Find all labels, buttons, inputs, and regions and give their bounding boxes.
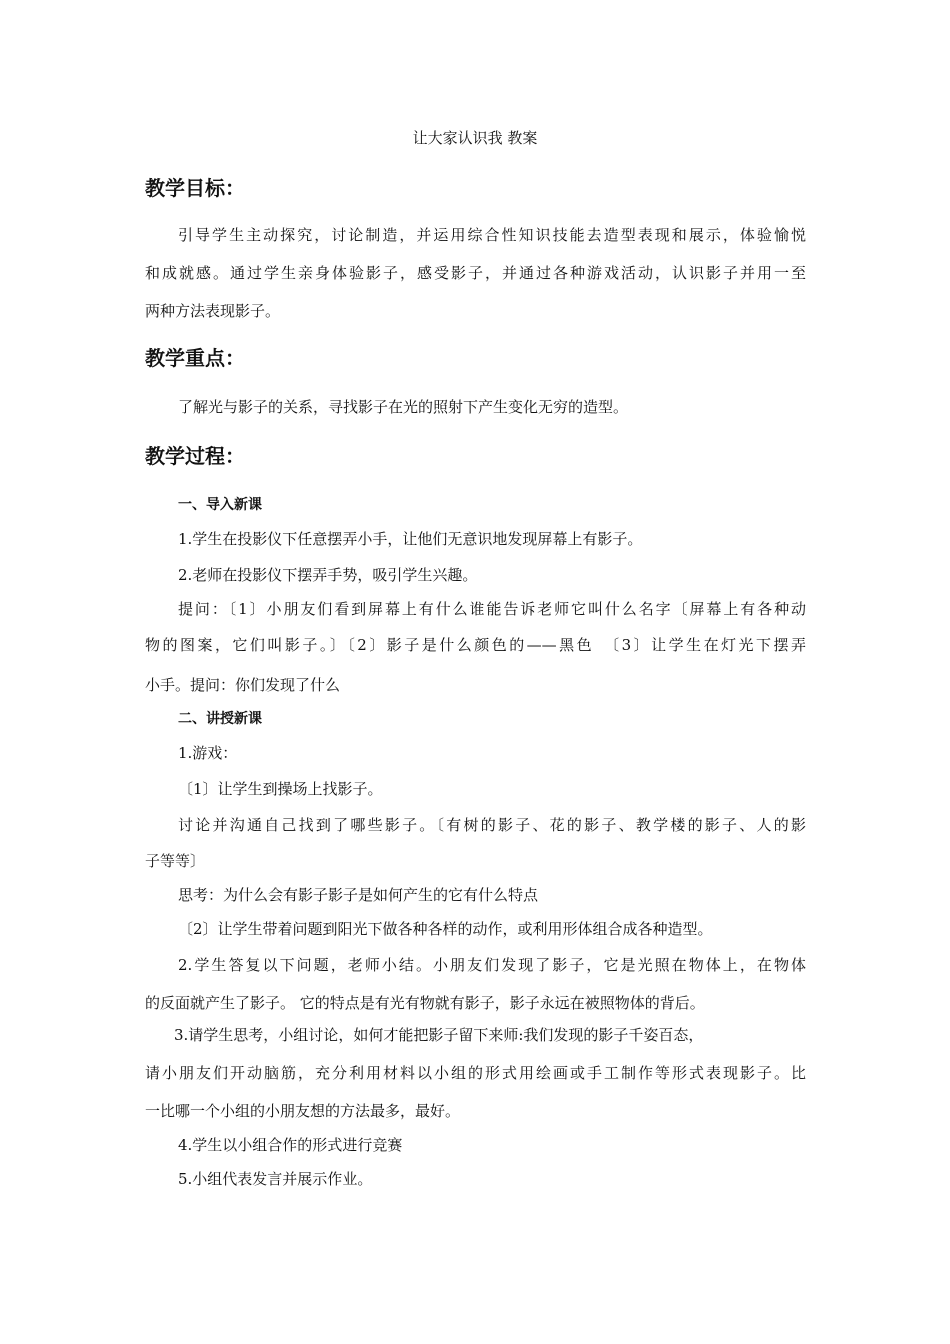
objectives-line-3: 两种方法表现影子。 (145, 302, 281, 320)
objectives-line-2: 和成就感。通过学生亲身体验影子，感受影子，并通过各种游戏活动，认识影子并用一至 (145, 264, 806, 282)
teaching-line-8: 的反面就产生了影子。 它的特点是有光有物就有影子，影子永远在被照物体的背后。 (145, 994, 705, 1012)
subheading-intro: 一、导入新课 (178, 497, 262, 513)
objectives-line-1: 引导学生主动探究，讨论制造，并运用综合性知识技能去造型表现和展示，体验愉悦 (178, 226, 806, 244)
heading-focus: 教学重点： (145, 346, 245, 370)
teaching-line-1: 1.游戏： (178, 744, 238, 762)
teaching-line-10: 请小朋友们开动脑筋，充分利用材料以小组的形式用绘画或手工制作等形式表现影子。比 (145, 1064, 806, 1082)
teaching-line-11: 一比哪一个小组的小朋友想的方法最多，最好。 (145, 1102, 461, 1120)
teaching-line-7: 2.学生答复以下问题，老师小结。小朋友们发现了影子，它是光照在物体上，在物体 (178, 956, 806, 974)
intro-line-3: 提问：〔1〕小朋友们看到屏幕上有什么谁能告诉老师它叫什么名字〔屏幕上有各种动 (178, 600, 806, 618)
subheading-teaching: 二、讲授新课 (178, 711, 262, 727)
intro-line-5: 小手。提问：你们发现了什么 (145, 676, 341, 694)
intro-line-4: 物的图案，它们叫影子。〕〔2〕影子是什么颜色的——黑色 〔3〕让学生在灯光下摆弄 (145, 636, 806, 654)
teaching-line-3: 讨论并沟通自己找到了哪些影子。〔有树的影子、花的影子、教学楼的影子、人的影 (178, 816, 806, 834)
heading-process: 教学过程： (145, 444, 245, 468)
focus-line-1: 了解光与影子的关系，寻找影子在光的照射下产生变化无穷的造型。 (178, 398, 629, 416)
teaching-line-6: 〔2〕让学生带着问题到阳光下做各种各样的动作，或利用形体组合成各种造型。 (178, 920, 713, 938)
teaching-line-13: 5.小组代表发言并展示作业。 (178, 1170, 373, 1188)
teaching-line-12: 4.学生以小组合作的形式进行竞赛 (178, 1136, 403, 1154)
intro-line-2: 2.老师在投影仪下摆弄手势，吸引学生兴趣。 (178, 566, 478, 584)
heading-objectives: 教学目标： (145, 176, 245, 200)
teaching-line-2: 〔1〕让学生到操场上找影子。 (178, 780, 383, 798)
intro-line-1: 1.学生在投影仪下任意摆弄小手，让他们无意识地发现屏幕上有影子。 (178, 530, 643, 548)
teaching-line-9: 3.请学生思考，小组讨论，如何才能把影子留下来师:我们发现的影子千姿百态， (174, 1026, 704, 1044)
teaching-line-5: 思考：为什么会有影子影子是如何产生的它有什么特点 (178, 886, 539, 904)
teaching-line-4: 子等等〕 (145, 852, 206, 870)
document-title: 让大家认识我 教案 (412, 129, 538, 147)
